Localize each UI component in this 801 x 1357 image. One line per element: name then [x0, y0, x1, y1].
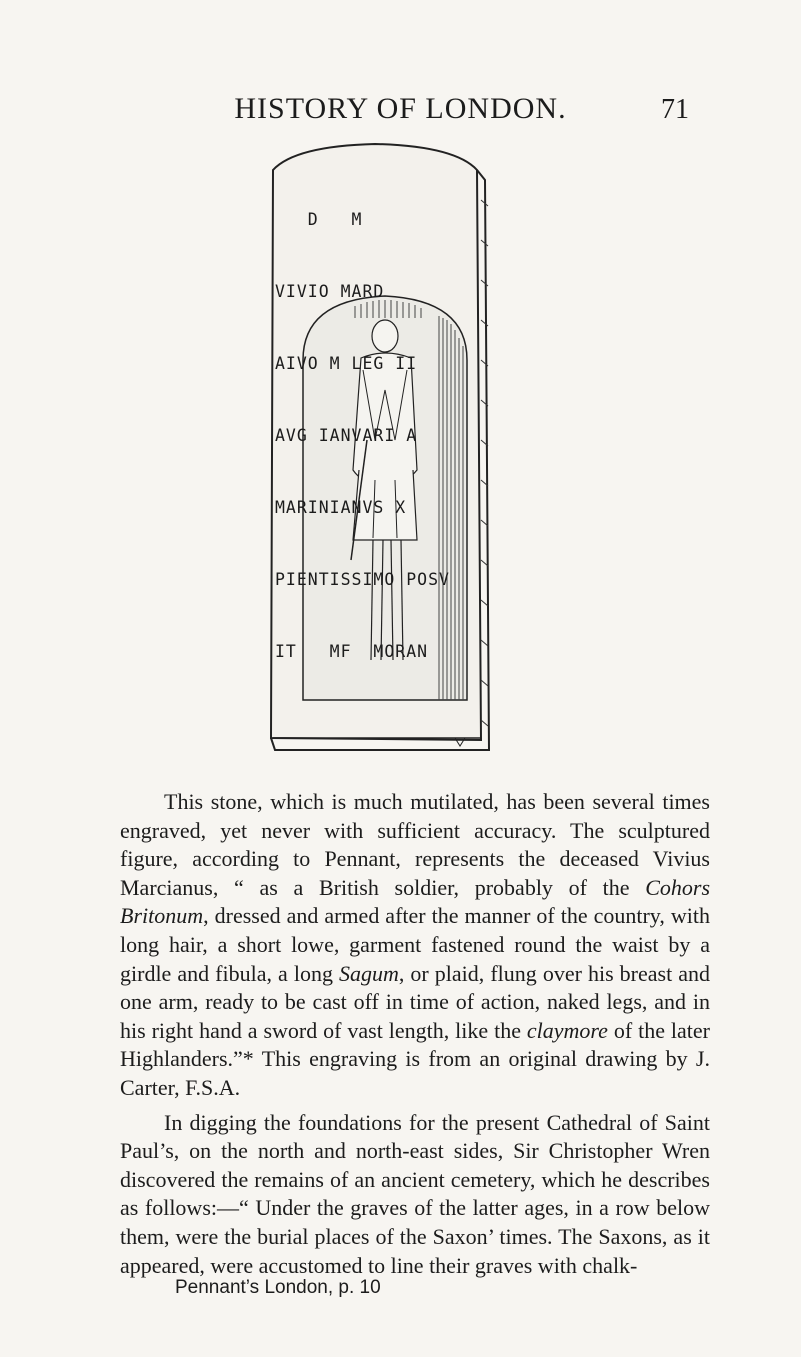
text-run: of the later Highlanders.”* This engraving is from an original drawing by J. Carter, F.S.A.: [120, 1017, 710, 1100]
text-run: , or plaid, flung over his breast and one arm, ready to be cast off in time of action, naked legs, and in his right hand a sword of vast length, like the: [120, 960, 711, 1043]
inscription-line: AVG IANVARI A: [275, 426, 418, 445]
paragraph-stone-description: [120, 788, 710, 1103]
italic-term: claymore: [526, 1017, 608, 1043]
footnote: Pennant’s London, p. 10: [175, 1277, 381, 1298]
paragraph-cemetery: In digging the foundations for the present Cathedral of Saint Paul’s, on the north and north-east sides, Sir Christopher Wren discovered the remains of an ancient cemetery, which he describes as follows:—“ Under the graves of the latter ages, in a row below them, were the burial places of the Saxon’ times. The Saxons, as it appeared, were accustomed to line their graves with chalk-: [120, 1109, 710, 1278]
inscription-line: AIVO M LEG II: [275, 354, 418, 373]
running-head: HISTORY OF LONDON.: [234, 92, 567, 125]
inscription-line: MARINIANVS X: [275, 498, 407, 517]
inscription-line: VIVIO MARD: [275, 282, 385, 301]
italic-term: Sagum: [339, 960, 399, 986]
body-text: [120, 788, 710, 1280]
page-number: 71: [661, 94, 689, 125]
tombstone-inscription: [275, 160, 487, 712]
italic-term: Cohors Britonum: [120, 874, 710, 929]
roman-tombstone-figure: [255, 140, 495, 760]
inscription-line: PIENTISSIMO POSV: [275, 570, 450, 589]
inscription-line: IT MF MORAN: [275, 642, 429, 661]
inscription-line: D M: [275, 210, 363, 229]
text-run: , dressed and armed after the manner of the country, with long hair, a short lowe, garment fastened round the waist by a girdle and fibula, a long: [120, 903, 710, 986]
text-run: This stone, which is much mutilated, has been several times engraved, yet never with sufficient accuracy. The sculptured figure, according to Pennant, represents the deceased Vivius Marcianus, “ as a British soldier, probably of the: [120, 789, 710, 900]
